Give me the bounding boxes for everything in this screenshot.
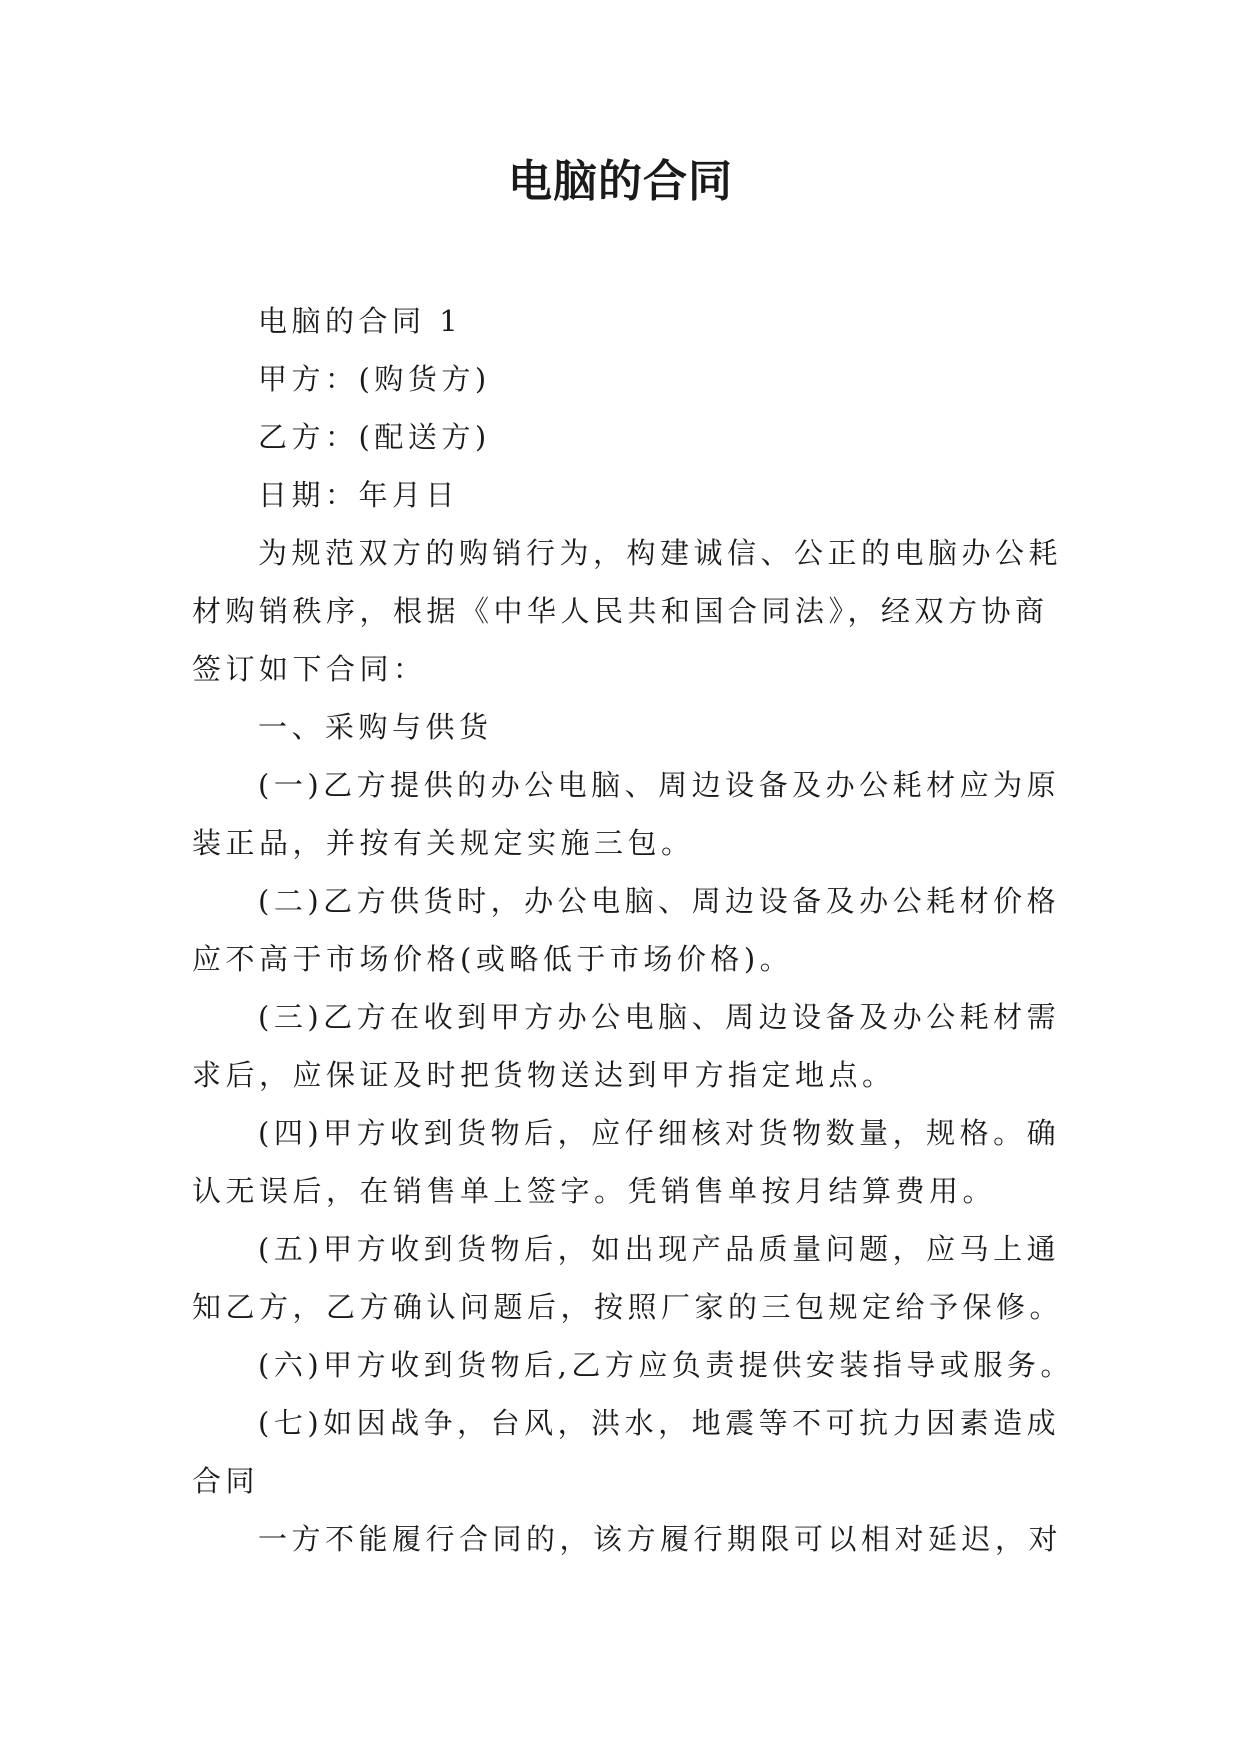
text-line: 装正品，并按有关规定实施三包。	[192, 826, 695, 860]
document-title: 电脑的合同	[508, 156, 733, 207]
text-line: (七)如因战争，台风，洪水，地震等不可抗力因素造成	[258, 1406, 1061, 1440]
text-line: (二)乙方供货时，办公电脑、周边设备及办公耗材价格	[258, 884, 1061, 918]
text-line: 为规范双方的购销行为，构建诚信、公正的电脑办公耗	[258, 536, 1063, 570]
text-line: (四)甲方收到货物后，应仔细核对货物数量，规格。确	[258, 1116, 1061, 1150]
document-body	[192, 292, 1074, 1568]
text-line: 乙方：(配送方)	[258, 420, 491, 454]
section-heading: 一、采购与供货	[258, 710, 493, 744]
text-line: 认无误后，在销售单上签字。凭销售单按月结算费用。	[192, 1174, 997, 1208]
text-line: (一)乙方提供的办公电脑、周边设备及办公耗材应为原	[258, 768, 1061, 802]
text-line: 合同	[192, 1464, 260, 1498]
text-line: 应不高于市场价格(或略低于市场价格)。	[192, 942, 794, 976]
text-line: 知乙方，乙方确认问题后，按照厂家的三包规定给予保修。	[192, 1290, 1064, 1324]
text-line: 甲方：(购货方)	[258, 362, 491, 396]
text-line: (六)甲方收到货物后,乙方应负责提供安装指导或服务。	[258, 1348, 1074, 1382]
text-line: (五)甲方收到货物后，如出现产品质量问题，应马上通	[258, 1232, 1061, 1266]
text-line: 材购销秩序，根据《中华人民共和国合同法》，经双方协商	[192, 594, 1049, 628]
text-line: (三)乙方在收到甲方办公电脑、周边设备及办公耗材需	[258, 1000, 1061, 1034]
text-line: 日期：年月日	[258, 478, 460, 512]
text-line: 电脑的合同 1	[258, 304, 463, 338]
text-line: 求后，应保证及时把货物送达到甲方指定地点。	[192, 1058, 896, 1092]
text-line: 一方不能履行合同的，该方履行期限可以相对延迟，对	[258, 1522, 1063, 1556]
text-line: 签订如下合同：	[192, 652, 427, 686]
